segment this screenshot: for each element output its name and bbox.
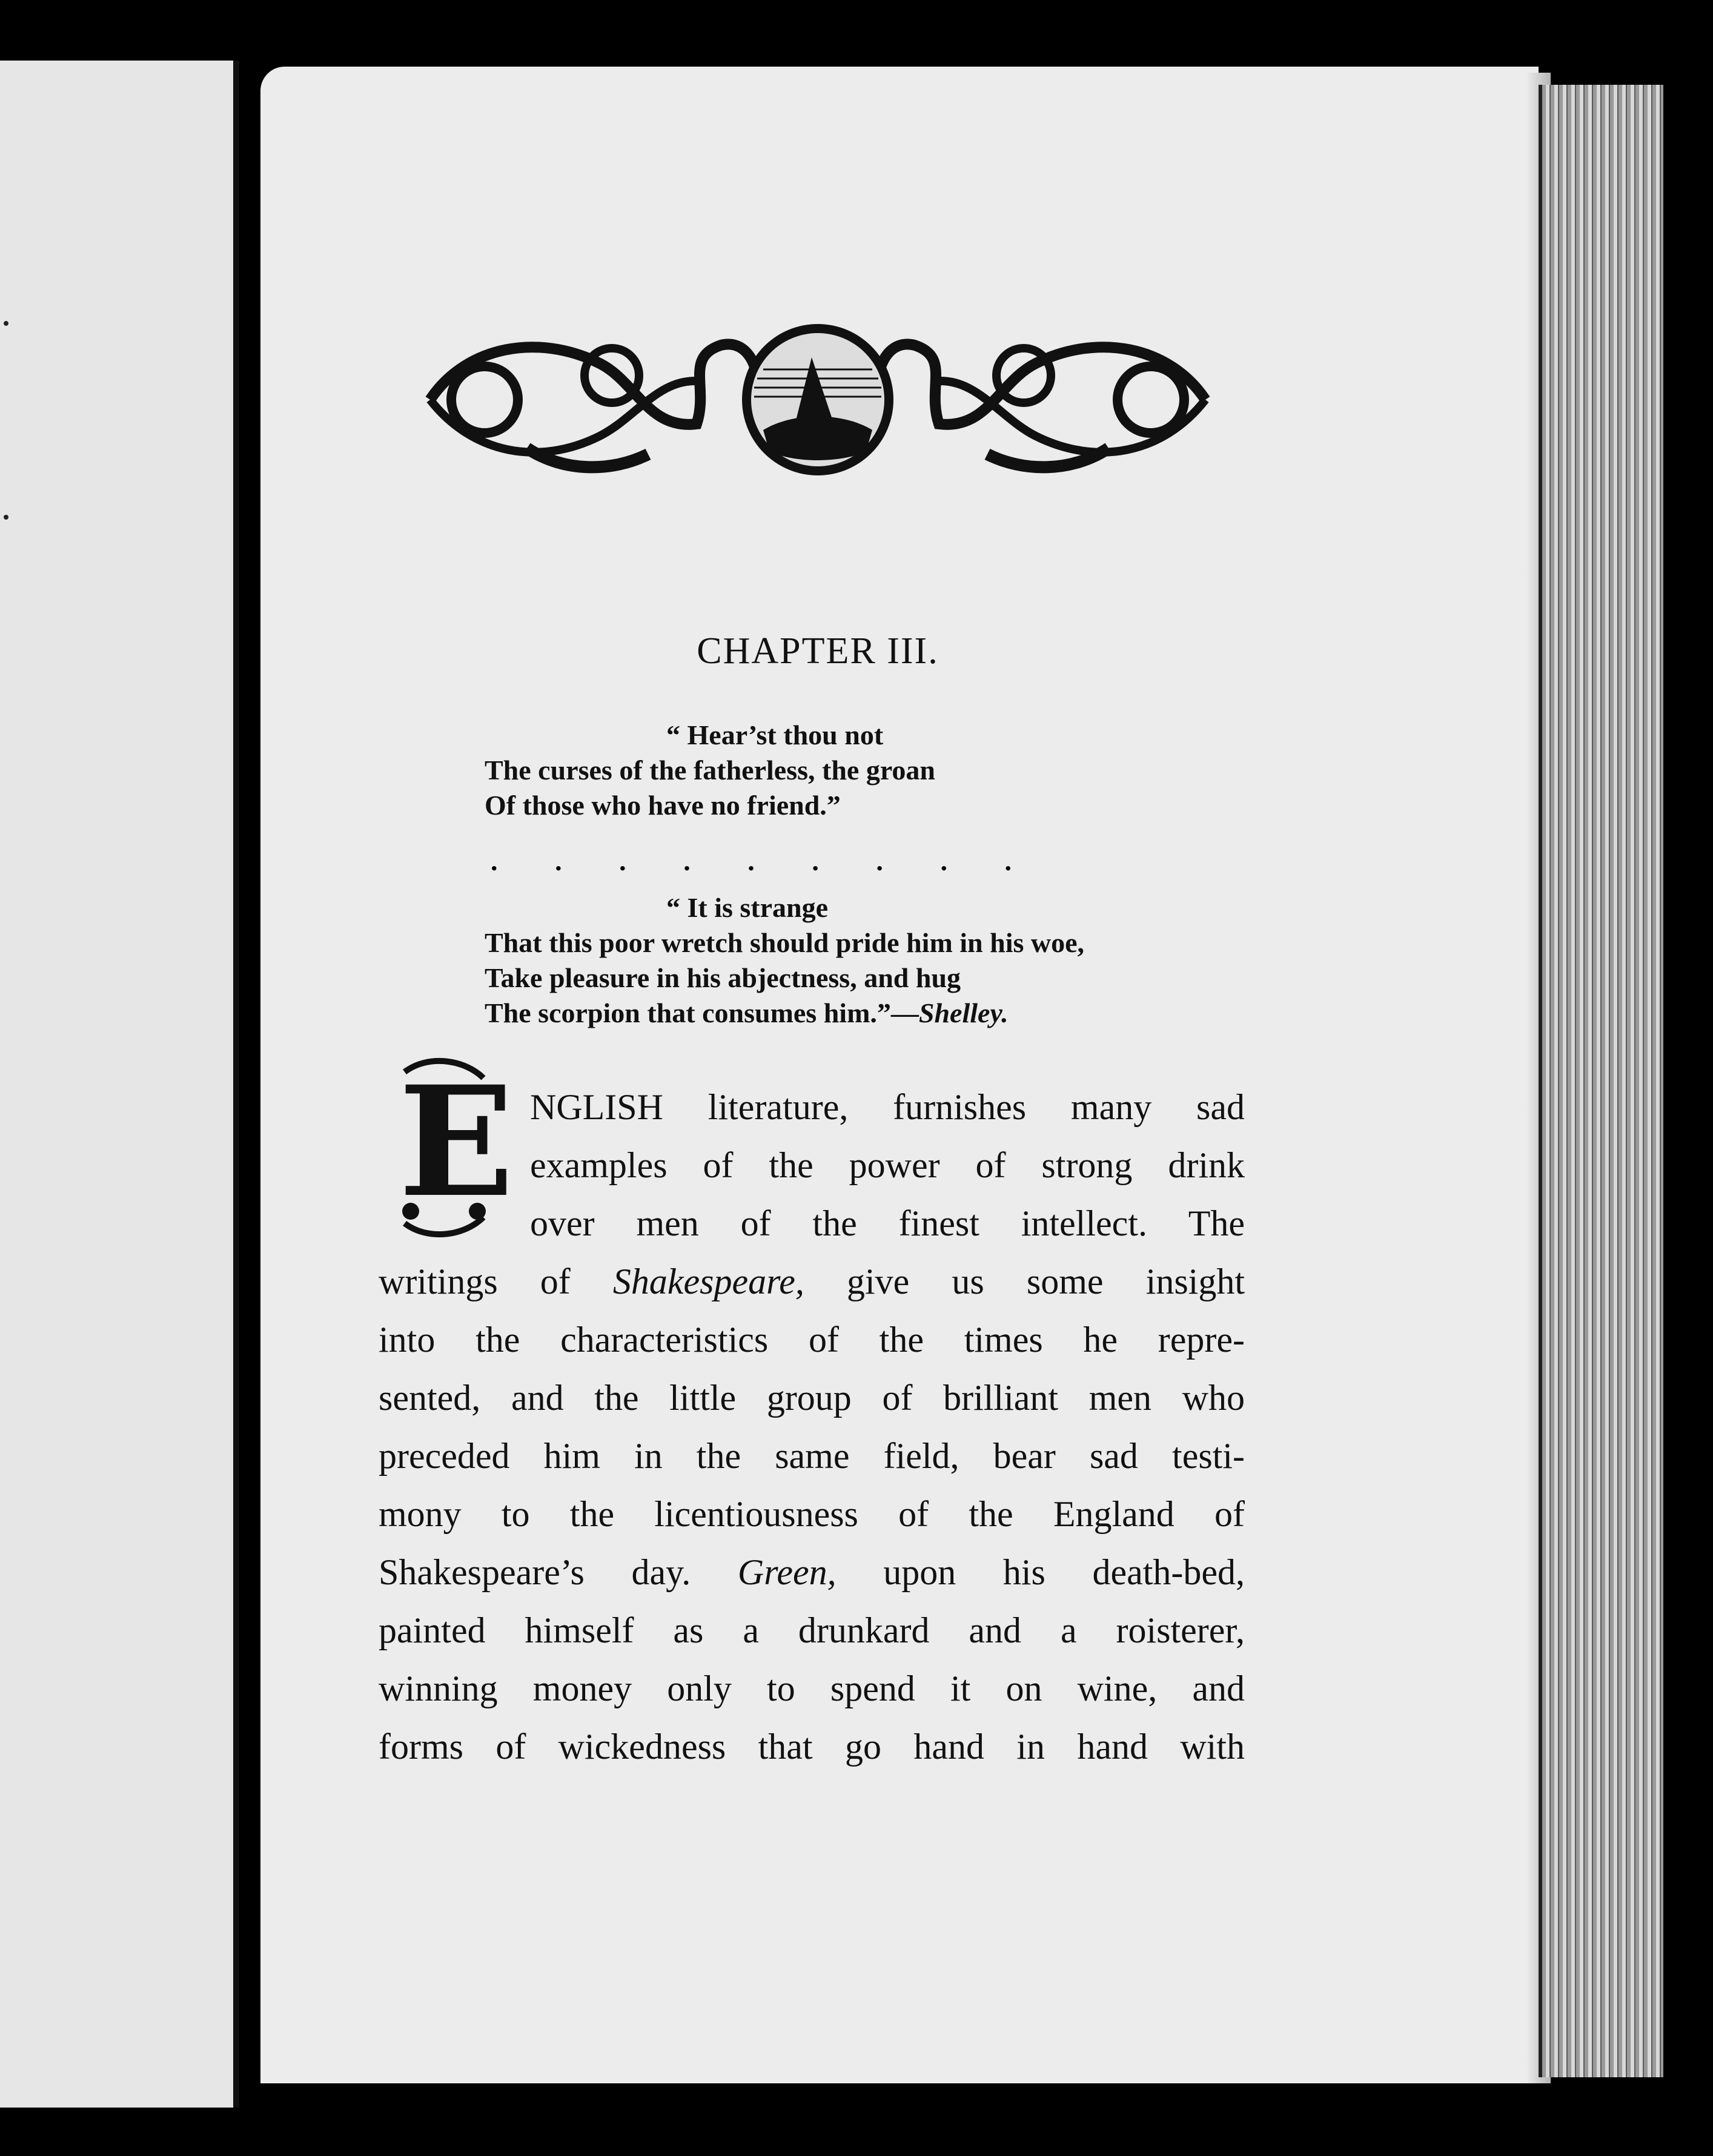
separator-dot: . — [555, 845, 562, 876]
body-text: upon his death-bed, — [883, 1552, 1245, 1592]
chapter-ornament-image — [418, 309, 1218, 491]
body-line: into the characteristics of the times he repre- — [379, 1320, 1245, 1360]
body-line: winning money only to spend it on wine, and — [379, 1668, 1245, 1708]
body-emphasis: Shakespeare, — [612, 1262, 804, 1301]
drop-cap-letter: E — [399, 1053, 514, 1231]
epigraph-line: That this poor wretch should pride him in his woe, — [485, 927, 1085, 958]
left-page — [0, 61, 239, 2108]
epigraph-line: Of those who have no friend.” — [485, 790, 841, 821]
separator-dot: . — [491, 845, 498, 876]
separator-dot: . — [747, 845, 755, 876]
epigraph-author: Shelley. — [918, 997, 1009, 1028]
epigraph-line: Take pleasure in his abjectness, and hug — [485, 962, 961, 993]
body-line: sented, and the little group of brilliant men who — [379, 1378, 1245, 1418]
body-text: give us some insight — [847, 1262, 1245, 1301]
separator-dot: . — [812, 845, 819, 876]
body-line: forms of wickedness that go hand in hand with — [379, 1727, 1245, 1767]
body-line: examples of the power of strong drink — [530, 1145, 1245, 1185]
separator-dot: . — [876, 845, 883, 876]
epigraph-text: The scorpion that consumes him.”— — [485, 997, 919, 1028]
body-emphasis: Green, — [737, 1552, 837, 1592]
speck — [4, 321, 8, 326]
epigraph-line: “ It is strange — [666, 892, 829, 923]
body-paragraph — [379, 1078, 1245, 1776]
body-line: over men of the finest intellect. The — [530, 1203, 1245, 1243]
separator-dot: . — [940, 845, 947, 876]
body-line: mony to the licentiousness of the England of — [379, 1494, 1245, 1534]
body-line: painted himself as a drunkard and a roisterer, — [379, 1610, 1245, 1650]
epigraph-line: “ Hear’st thou not — [666, 719, 884, 750]
body-line: NGLISH literature, furnishes many sad — [530, 1087, 1245, 1127]
epigraph-line — [485, 996, 1211, 1031]
separator-dots — [491, 845, 1012, 877]
speck — [4, 515, 8, 520]
body-line — [379, 1543, 1245, 1601]
body-line — [379, 1252, 1245, 1311]
separator-dot: . — [1004, 845, 1012, 876]
book-page-edges — [1539, 85, 1663, 2077]
epigraph-first — [485, 718, 1211, 823]
separator-dot: . — [683, 845, 691, 876]
body-text: Shakespeare’s day. — [379, 1552, 691, 1592]
separator-dot: . — [619, 845, 626, 876]
chapter-title: CHAPTER III. — [697, 630, 939, 672]
body-text: writings of — [379, 1262, 571, 1301]
epigraph-line: The curses of the fatherless, the groan — [485, 755, 935, 785]
epigraph-second — [485, 890, 1211, 1031]
body-line: preceded him in the same field, bear sad testi- — [379, 1436, 1245, 1476]
